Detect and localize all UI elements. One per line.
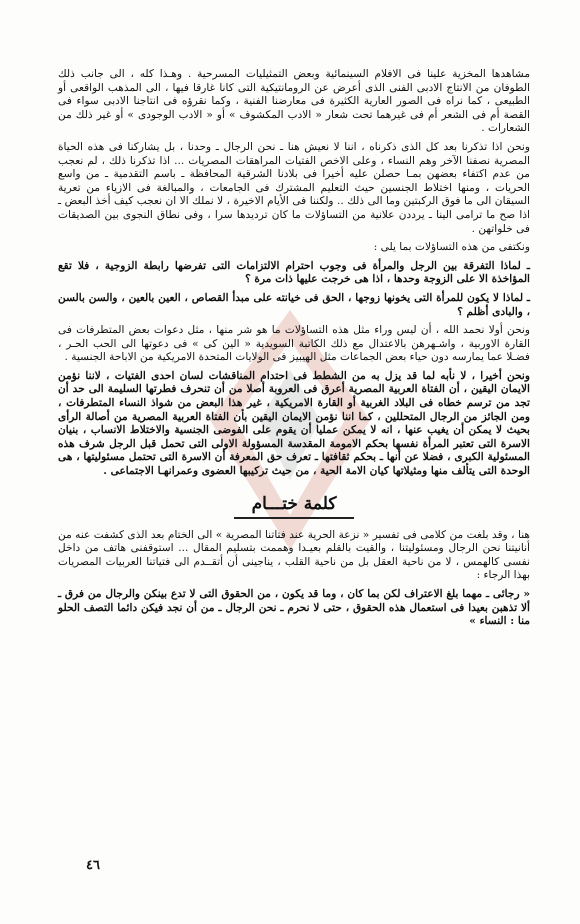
paragraph-1: مشاهدها المخزية علينا فى الافلام السينمائية وبعض التمثيليات المسرحية . وهـذا كله ، الى جانب ذلك الطوفان من الانتاج الادبى الفنى الذى أعرض عن الرومانتيكية التى كانا غارقا فيها ، الى المذهب الواقعى أو الطبيعى ، كما نراه فى الصور العارية الكثيرة فى معارضنا الفنية ، وكما نقرؤه فى انتاجنا الادبى سواء فى القصة أم فى الشعر أم فى غيرهما تحت شعار « الادب المكشوف » أو « الادب الوجودى » أو غير ذلك من الشعارات . bbox=[58, 68, 530, 135]
question-1: ـ لماذا التفرقة بين الرجل والمرأة فى وجوب احترام الالتزامات التى تفرضها رابطة الزوجية ، فلا تقع المؤاخذة الا على الزوجة وحدها ، اذا هى خرجت عليها ذات مرة ؟ bbox=[58, 259, 530, 286]
paragraph-5: ونحن أخيرا ، لا نأبه لما قد يزل به من الشطط فى احتدام المناقشات لسان احدى الفتيات ، لاننا نؤمن الايمان اليقين ، أن الفتاة العربية المصرية أعرق فى العروبة أصلا من أن تنحرف فطرتها السليمة الى حد أن تجد من ترسم خطاه فى البلاد الغربية أو القارة الامريكية ، غير هذا البعض من شواذ النساء المتطرفات ، ومن الجائز من الرجال المتحللين ، كما اننا نؤمن الايمان اليقين بأن الفتاة العربية المصرية من أصالة الرأى بحيث لا يمكن أن يغيب عنها ، انه لا يمكن عمليا أن يقوم على الفوضى الجنسية والاختلاط الانساب ، بنيان الاسرة التى تعتبر المرأة نفسها بحكم الامومة المقدسة المسؤولة الاولى التى تحمل قبل الرجل شرف هذه المسئولية الكبرى ، فضلا عن أنها ـ بحكم ثقافتها ـ تعرف حق المعرفة أن الاسرة التى تحتمل مسئوليتها ، هى الوحدة التى يتألف منها ومثيلاتها كيان الامة الحية ، من حيث تركيبها العضوى وعمرانهـا الاجتماعى . bbox=[58, 369, 530, 478]
article-body bbox=[58, 68, 530, 634]
page-number: ٤٦ bbox=[86, 858, 100, 873]
paragraph-3: ونكتفى من هذه التساؤلات بما يلى : bbox=[373, 241, 530, 254]
closing-paragraph-1: هنا ، وقد بلغت من كلامى فى تفسير « نزعة الحرية عند فتاتنا المصرية » الى الختام بعد الذى كشفت عنه من أنانيتنا نحن الرجال ومسئوليتنا ، والقيت بالقلم بعيـدا وهممت بتسليم المقال ... استوقفنى هاتف من داخل نفسى كالهمس ، لا من ناحية العقل بل من ناحية القلب ، يناجينى أن أتقــدم الى فتياتنا العربيات المصريات بهذا الرجاء : bbox=[58, 528, 530, 582]
paragraph-2: ونحن اذا تذكرنا بعد كل الذى ذكرناه ، اننا لا نعيش هنا ـ نحن الرجال ـ وحدنا ، بل يشاركنا فى هذه الحياة المصرية نصفنا الآخر وهم النساء ، وعلى الاخص الفتيات المراهقات المصريات ... اذا تذكرنا ذلك ، لم نعجب من عدم اكتفاء بعضهن بمـا حصلن عليه أخيرا فى بلادنا الشرقية المحافظة ـ باسم التقدمية ـ من واسع الحريات ، ومنها اختلاط الجنسين حيث التعليم المشترك فى الجامعات ، والمبالغة فى الازياء من تعرية السيقان الى ما فوق الركبتين وما الى ذلك .. ولكننا فى الأيام الاخيرة ، لا نملك الا ان نعجب كيف أخذ البعض ـ اذا صح ما ترامى الينا ـ يرددن علانية من التساؤلات ما كان ترديدها سرا ، وفى نطاق النجوى بين الصديقات فى خلواتهن . bbox=[58, 140, 530, 235]
heading-underline bbox=[234, 517, 354, 519]
closing-heading: كلمة ختـــام bbox=[251, 493, 337, 514]
closing-paragraph-2: « رجائى ـ مهما بلغ الاعتراف لكن بما كان ، وما قد يكون ، من الحقوق التى لا تدع بينكن والرجال من فرق ـ ألا تذهبن بعيدا فى استعمال هذه الحقوق ، حتى لا نحرم ـ نحن الرجال ـ من أن نجد فيكن دائما التصف الحلو منا : النساء » bbox=[58, 588, 530, 628]
question-2: ـ لماذا لا يكون للمرأة التى يخونها زوجها ، الحق فى خيانته على مبدأ القصاص ، العين بالعين ، والسن بالسن ، والبادى أظلم ؟ bbox=[58, 291, 530, 318]
paragraph-4: ونحن أولا نحمد الله ، أن ليس وراء مثل هذه التساؤلات ما هو شر منها ، مثل دعوات بعض المتطرفات فى القارة الاوربية ، واشـهرهن بالاعتدال مع ذلك الكاتبة السويدية « الين كى » فى دعوتها الى الحب الحـر ، فضـلا عما يمارسه دون حياء بعض الجماعات مثل الهيبيز فى الولايات المتحدة الامريكية من الاباحة الجنسية . bbox=[58, 324, 530, 364]
